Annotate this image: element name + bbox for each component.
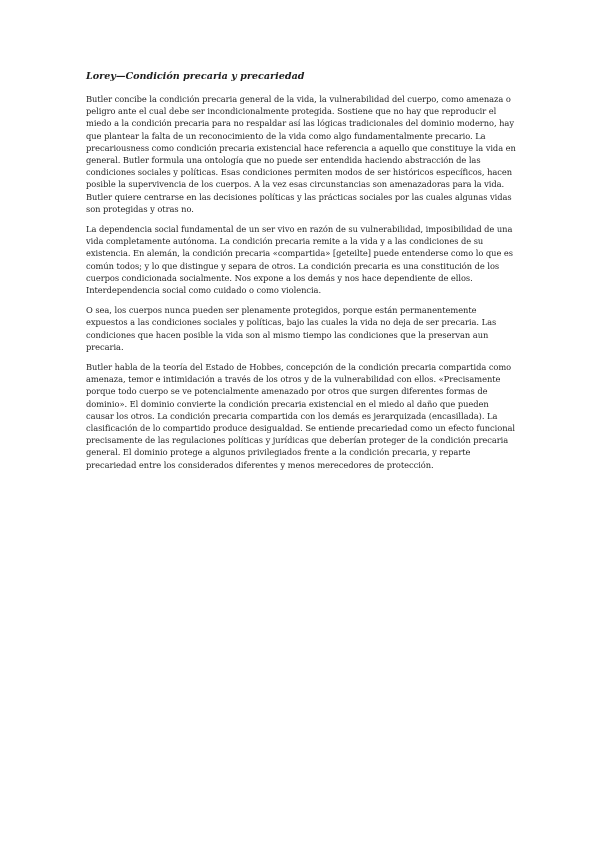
paragraph-4: Butler habla de la teoría del Estado de Hobbes, concepción de la condición precaria compartida como amenaza, temor e intimidación a través de los otros y de la vulnerabilidad con ellos. «Precisamente porque todo cuerpo se ve potencialmente amenazado por otros que surgen diferentes formas de dominio». El dominio convierte la condición precaria existencial en el miedo al daño que pueden causar los otros. La condición precaria compartida con los demás es jerarquizada (encasillada). La clasificación de lo compartido produce desigualdad. Se entiende precariedad como un efecto funcional precisamente de las regulaciones políticas y jurídicas que deberían proteger de la condición precaria general. El dominio protege a algunos privilegiados frente a la condición precaria, y reparte precariedad entre los considerados diferentes y menos merecedores de protección.: [86, 362, 515, 470]
paragraph-1: Butler concibe la condición precaria general de la vida, la vulnerabilidad del cuerpo, como amenaza o peligro ante el cual debe ser incondicionalmente protegida. Sostiene que no hay que reproducir el miedo a la condición precaria para no respaldar así las lógicas tradicionales del dominio moderno, hay que plantear la falta de un reconocimiento de la vida como algo fundamentalmente precario. La precariousness como condición precaria existencial hace referencia a aquello que constituye la vida en general. Butler formula una ontología que no puede ser entendida haciendo abstracción de las condiciones sociales y políticas. Esas condiciones permiten modos de ser históricos específicos, hacen posible la supervivencia de los cuerpos. A la vez esas circunstancias son amenazadoras para la vida. Butler quiere centrarse en las decisiones políticas y las prácticas sociales por las cuales algunas vidas son protegidas y otras no.: [86, 94, 516, 214]
paragraph-2: La dependencia social fundamental de un ser vivo en razón de su vulnerabilidad, imposibilidad de una vida completamente autónoma. La condición precaria remite a la vida y a las condiciones de su existencia. En alemán, la condición precaria «compartida» [geteilte] puede entenderse como lo que es común todos; y lo que distingue y separa de otros. La condición precaria es una constitución de los cuerpos condicionada socialmente. Nos expone a los demás y nos hace dependiente de ellos. Interdependencia social como cuidado o como violencia.: [86, 224, 513, 296]
document-body: [86, 70, 518, 479]
paragraph-3: O sea, los cuerpos nunca pueden ser plenamente protegidos, porque están permanentemente expuestos a las condiciones sociales y políticas, bajo las cuales la vida no deja de ser precaria. Las condiciones que hacen posible la vida son al mismo tiempo las condiciones que la preservan aun precaria.: [86, 305, 497, 352]
document-title: Lorey—Condición precaria y precariedad: [86, 71, 305, 82]
